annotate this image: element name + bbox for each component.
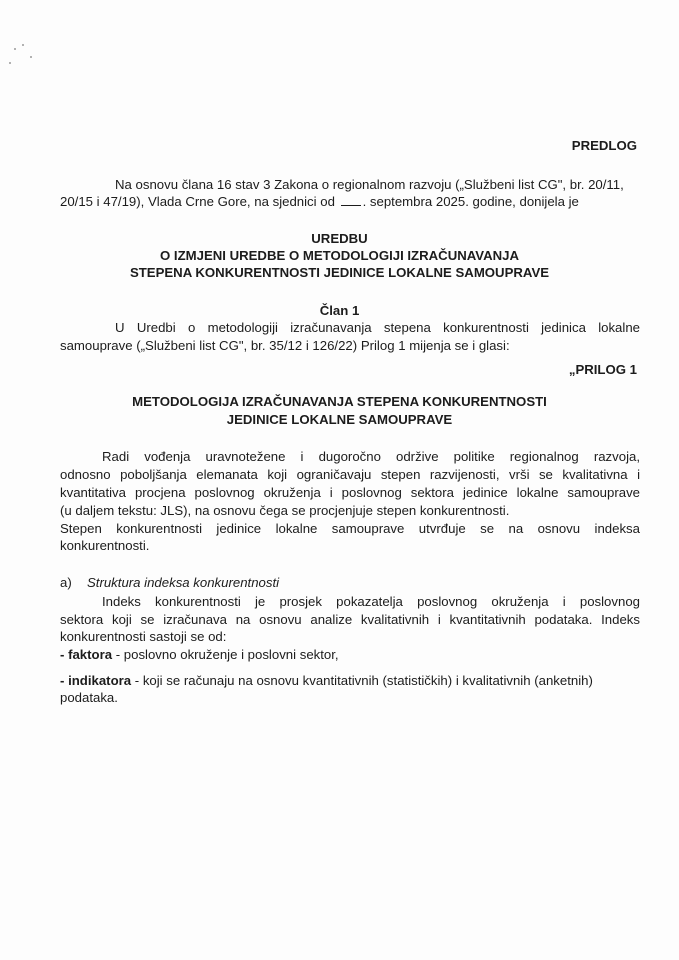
indicators-term: indikatora: [68, 673, 132, 688]
para3-line-1: Indeks konkurentnosti je prosjek pokazatelja poslovnog okruženja i poslovnog: [102, 594, 640, 609]
indicators-line-2: podataka.: [60, 690, 118, 705]
para1-line-2: odnosno poboljšanja elemanata koji ograničavaju stepen razvijenosti, vrši se kvalitativna i: [60, 467, 640, 482]
preamble-line-2-end: . septembra 2025. godine, donijela je: [362, 194, 579, 209]
preamble-line-2-start: 20/15 i 47/19), Vlada Crne Gore, na sjednici od: [60, 194, 335, 209]
factors-term: faktora: [68, 647, 113, 662]
para1-line-1: Radi vođenja uravnotežene i dugoročno održive politike regionalnog razvoja,: [102, 449, 640, 464]
para1-line-4: (u daljem tekstu: JLS), na osnovu čega se procjenjuje stepen konkurentnosti.: [60, 503, 510, 518]
para3-line-3: konkurentnosti sastoji se od:: [60, 629, 227, 644]
date-blank: [341, 195, 361, 206]
list-dash: -: [60, 647, 65, 662]
section-a-title: Struktura indeksa konkurentnosti: [87, 575, 280, 590]
annex-label: „PRILOG 1: [568, 362, 637, 377]
article-line-2: samouprave („Službeni list CG", br. 35/12 i 126/22) Prilog 1 mijenja se i glasi:: [60, 338, 510, 353]
list-item-factors: [60, 646, 339, 663]
section-a-marker: a): [60, 575, 72, 590]
factors-description: - poslovno okruženje i poslovni sektor,: [112, 647, 339, 662]
title-line-2: O IZMJENI UREDBE O METODOLOGIJI IZRAČUNAVANJA: [159, 248, 520, 263]
para3-line-2: sektora koji se izračunava na osnovu analize kvalitativnih i kvantitativnih podataka. Indeks: [60, 612, 640, 627]
annex-title-line-2: JEDINICE LOKALNE SAMOUPRAVE: [226, 412, 453, 427]
list-item-indicators: [60, 672, 593, 689]
para2-line-2: konkurentnosti.: [60, 538, 150, 553]
para2-line-1: Stepen konkurentnosti jedinice lokalne samouprave utvrđuje se na osnovu indeksa: [60, 521, 640, 536]
title-line-1: UREDBU: [311, 231, 368, 246]
proposal-label: PREDLOG: [571, 138, 637, 153]
article-line-1: U Uredbi o metodologiji izračunavanja stepena konkurentnosti jedinica lokalne: [115, 320, 640, 335]
preamble-line-1: Na osnovu člana 16 stav 3 Zakona o regionalnom razvoju („Službeni list CG", br. 20/11,: [115, 177, 624, 192]
title-line-3: STEPENA KONKURENTNOSTI JEDINICE LOKALNE SAMOUPRAVE: [129, 265, 550, 280]
para1-line-3: kvantitativa procjena poslovnog okruženja i poslovnog sektora jedinice lokalne samouprave: [60, 485, 640, 500]
indicators-description: - koji se računaju na osnovu kvantitativnih (statističkih) i kvalitativnih (anketnih): [131, 673, 593, 688]
annex-title-line-1: METODOLOGIJA IZRAČUNAVANJA STEPENA KONKURENTNOSTI: [132, 394, 547, 409]
preamble-line-2: [60, 193, 579, 210]
list-dash: -: [60, 673, 65, 688]
article-heading: Član 1: [319, 303, 360, 318]
